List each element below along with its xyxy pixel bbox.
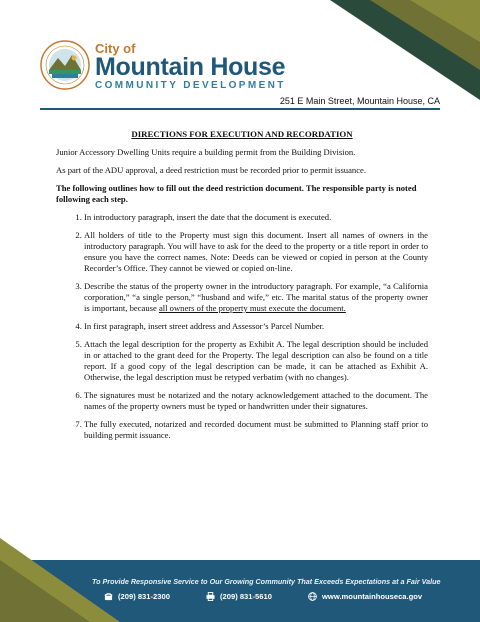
document-body xyxy=(56,129,428,448)
step-item: 6. The signatures must be notarized and the notary acknowledgement attached to the document. The names of the property owners must be typed or handwritten under their signatures. xyxy=(84,390,428,412)
step-item: 5. Attach the legal description for the property as Exhibit A. The legal description should be included in or attached to the grant deed for the Property. The legal description can also be found on a title report. If a good copy of the legal description can be made, it can be attached as Exhibit A. Otherwise, the legal description must be retyped verbatim (with no changes). xyxy=(84,339,428,383)
brand-name: Mountain House xyxy=(95,53,286,81)
phone-icon xyxy=(104,592,113,601)
step-item: 4. In first paragraph, insert street address and Assessor’s Parcel Number. xyxy=(84,321,428,332)
document-title: DIRECTIONS FOR EXECUTION AND RECORDATION xyxy=(131,129,353,139)
brand-city-label: City of xyxy=(95,41,136,56)
fax-icon xyxy=(206,592,215,601)
step-item: 3. Describe the status of the property owner in the introductory paragraph. For example, “a California corporation,” “a single person,” “husband and wife,” etc. The marital status of the property owner is important, because all owners of the property must execute the document. xyxy=(84,281,428,314)
step-item: 7. The fully executed, notarized and recorded document must be submitted to Planning staff prior to building permit issuance. xyxy=(84,419,428,441)
intro-paragraph-1: Junior Accessory Dwelling Units require a building permit from the Building Division. xyxy=(56,147,356,157)
website-link[interactable] xyxy=(308,592,422,601)
header-address: 251 E Main Street, Mountain House, CA xyxy=(279,96,440,106)
phone-contact[interactable] xyxy=(104,592,170,601)
phone-number: (209) 831-2300 xyxy=(118,592,170,601)
fax-number: (209) 831-5610 xyxy=(220,592,272,601)
intro-paragraph-2: As part of the ADU approval, a deed restriction must be recorded prior to permit issuance. xyxy=(56,165,366,175)
fax-contact[interactable] xyxy=(206,592,272,601)
city-seal-logo xyxy=(40,40,90,90)
header-corner-decoration xyxy=(290,0,480,100)
intro-bold-paragraph: The following outlines how to fill out the deed restriction document. The responsible party is noted following each step. xyxy=(56,183,417,204)
globe-icon xyxy=(308,592,317,601)
steps-list xyxy=(56,212,428,441)
brand-department: COMMUNITY DEVELOPMENT xyxy=(95,80,286,91)
step-underlined-text: all owners of the property must execute the document. xyxy=(158,303,346,313)
step-item: 1. In introductory paragraph, insert the date that the document is executed. xyxy=(84,212,428,223)
footer-tagline: To Provide Responsive Service to Our Growing Community That Exceeds Expectations at a Fair Value xyxy=(92,577,441,586)
website-url: www.mountainhouseca.gov xyxy=(322,592,423,601)
brand-wordmark xyxy=(95,42,286,92)
step-item: 2. All holders of title to the Property must sign this document. Insert all names of owners in the introductory paragraph. You will have to ask for the deed to the property or a title report in order to ensure you have the correct names. Note: Deeds can be viewed or copied in person at the County Recorder’s Office. They cannot be viewed or copied on-line. xyxy=(84,230,428,274)
header-divider xyxy=(40,108,440,110)
